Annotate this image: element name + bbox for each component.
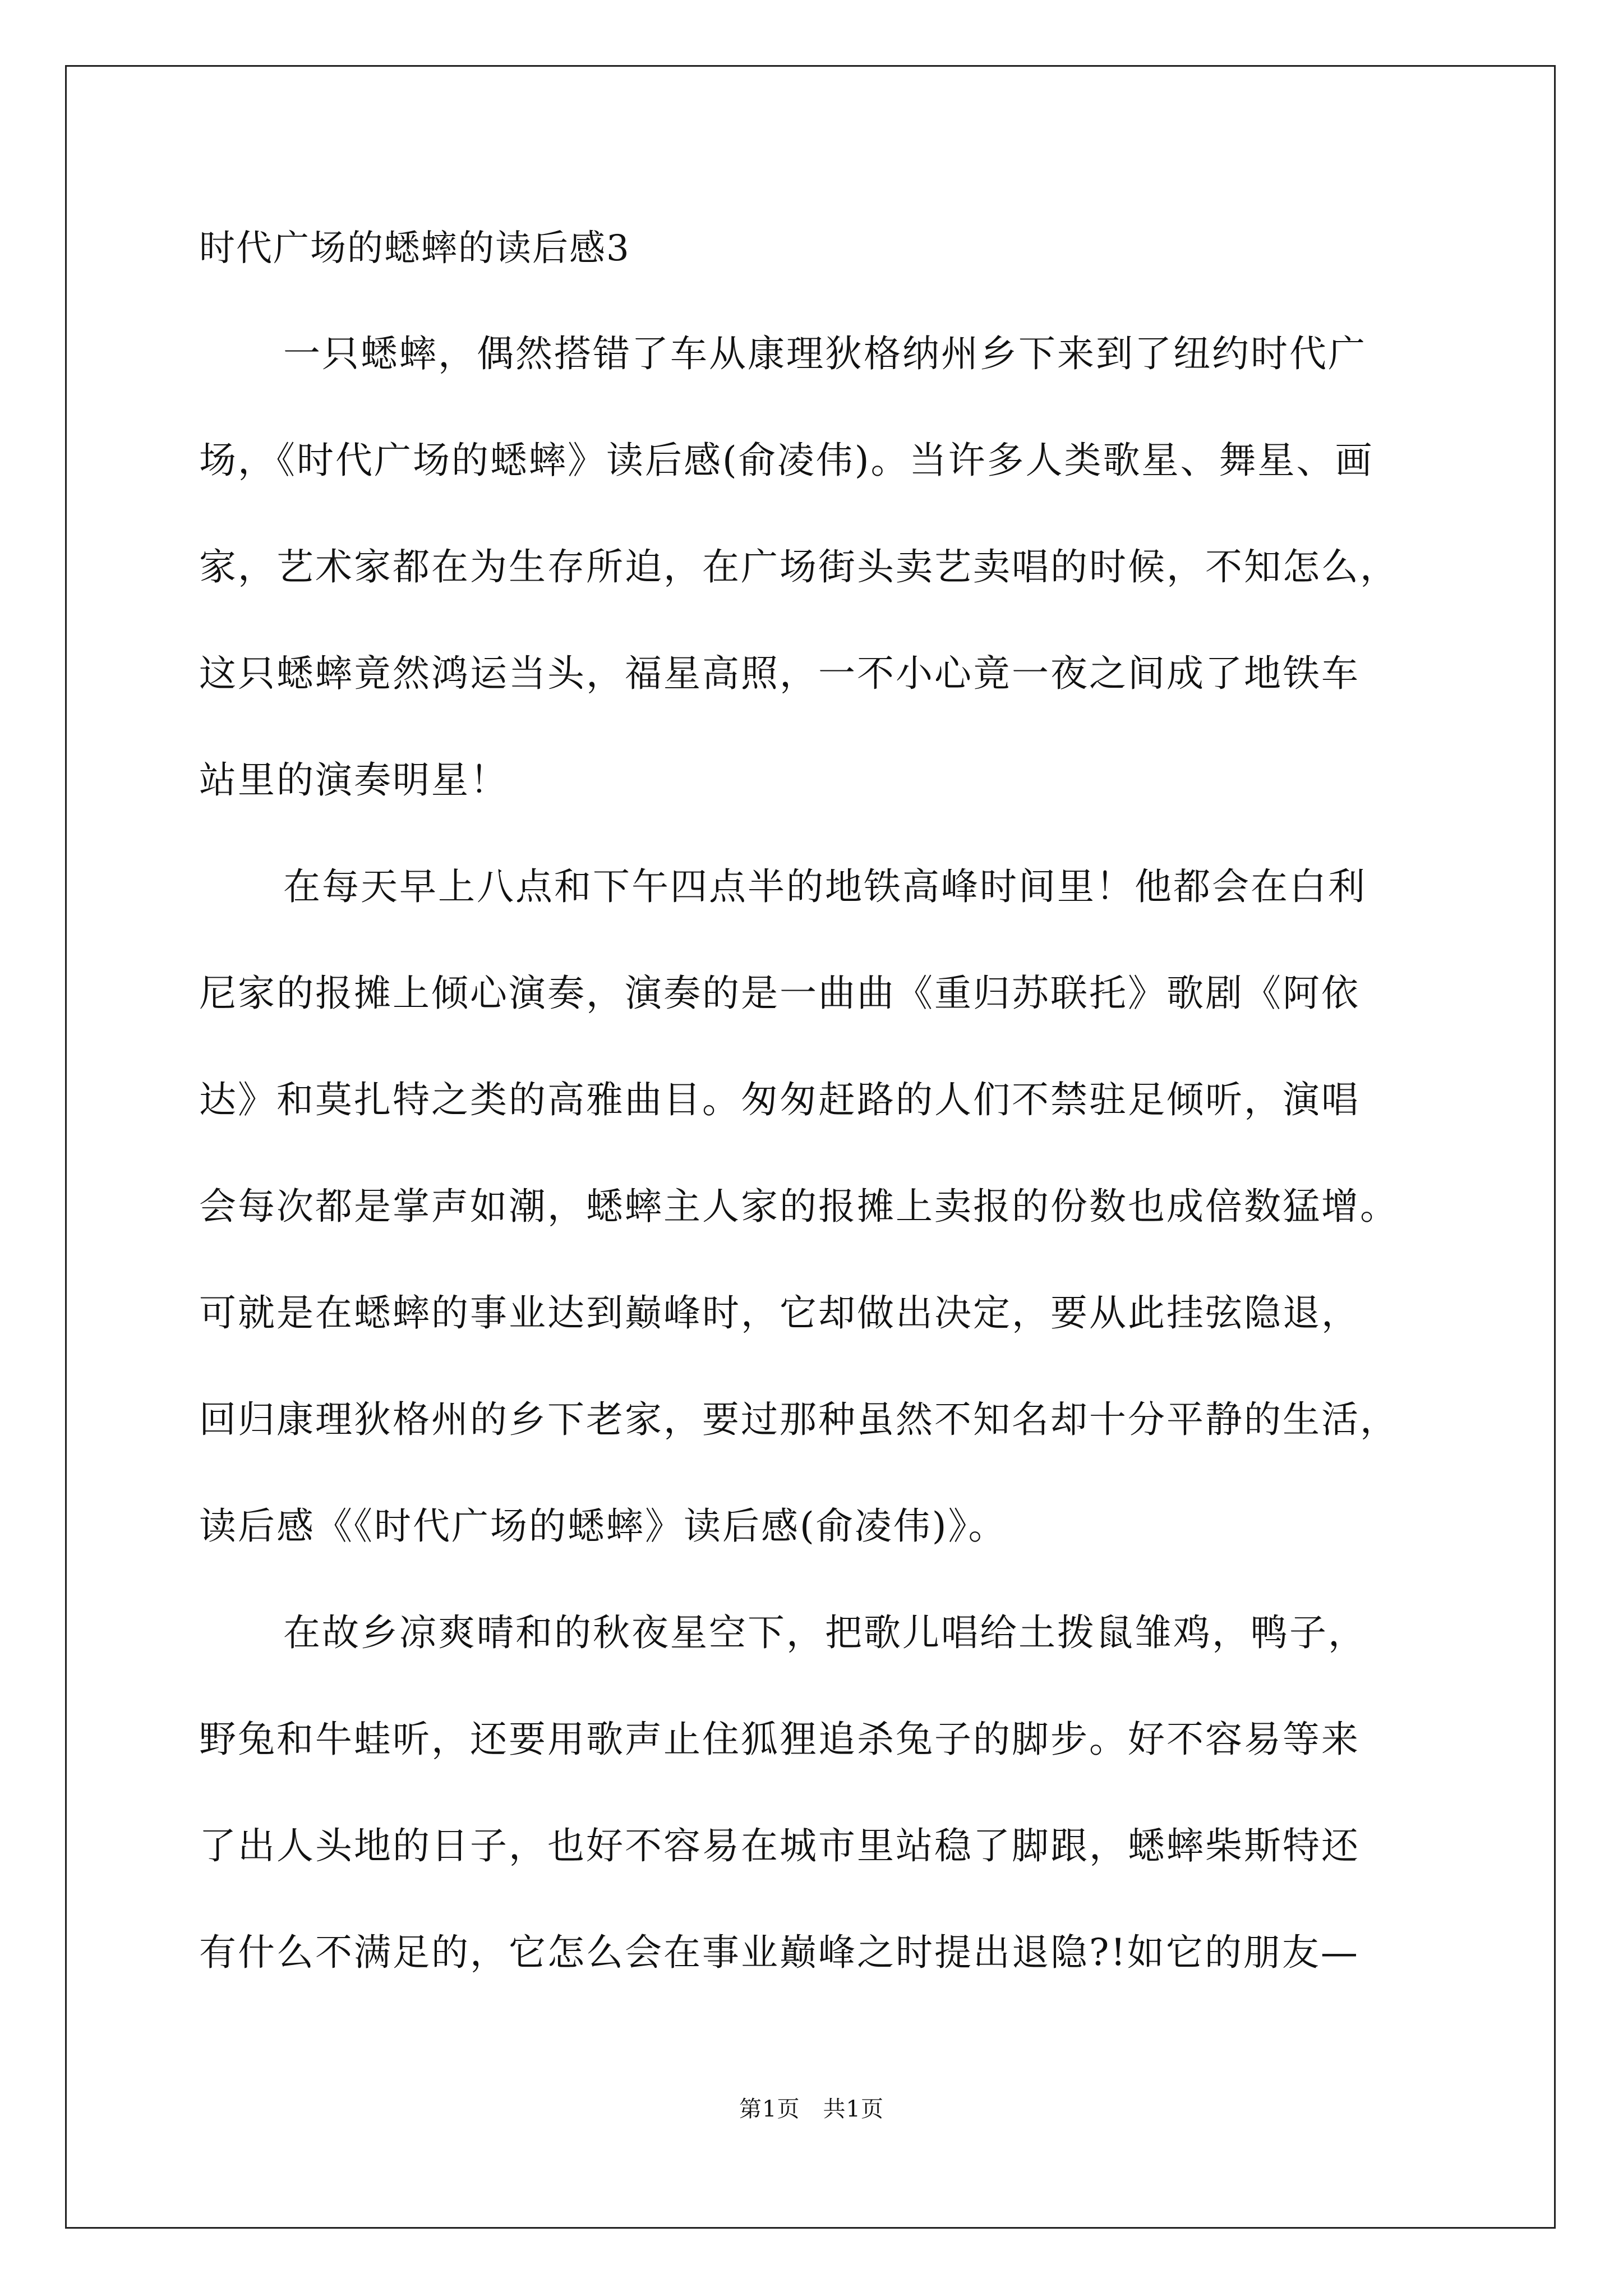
paragraph-2: [199, 860, 1450, 1606]
text-line: 在故乡凉爽晴和的秋夜星空下，把歌儿唱给土拨鼠雏鸡，鸭子，: [283, 1611, 1367, 1654]
page-number-footer: 第1页 共1页: [739, 2096, 884, 2122]
paragraph-3: [199, 1606, 1450, 2032]
text-line: 尼家的报摊上倾心演奏，演奏的是一曲曲《重归苏联托》歌剧《阿依: [199, 972, 1360, 1015]
text-line: 读后感《《时代广场的蟋蟀》读后感(俞凌伟)》。: [199, 1504, 1007, 1548]
text-line: 野兔和牛蛙听，还要用歌声止住狐狸追杀兔子的脚步。好不容易等来: [199, 1718, 1360, 1761]
text-line: 一只蟋蟀，偶然搭错了车从康理狄格纳州乡下来到了纽约时代广: [283, 332, 1367, 375]
text-line: 可就是在蟋蟀的事业达到巅峰时，它却做出决定，要从此挂弦隐退，: [199, 1291, 1360, 1335]
document-body: [199, 222, 1450, 2032]
text-line: 达》和莫扎特之类的高雅曲目。匆匆赶路的人们不禁驻足倾听，演唱: [199, 1078, 1360, 1121]
text-line: 回归康理狄格州的乡下老家，要过那种虽然不知名却十分平静的生活，: [199, 1398, 1399, 1441]
paragraph-1: [199, 327, 1450, 860]
text-line: 会每次都是掌声如潮，蟋蟀主人家的报摊上卖报的份数也成倍数猛增。: [199, 1185, 1399, 1228]
text-line: 在每天早上八点和下午四点半的地铁高峰时间里！他都会在白利: [283, 865, 1367, 908]
document-title: 时代广场的蟋蟀的读后感3: [199, 228, 630, 269]
text-line: 了出人头地的日子，也好不容易在城市里站稳了脚跟，蟋蟀柴斯特还: [199, 1824, 1360, 1867]
text-line: 家，艺术家都在为生存所迫，在广场街头卖艺卖唱的时候，不知怎么，: [199, 545, 1399, 588]
text-line: 有什么不满足的，它怎么会在事业巅峰之时提出退隐?!如它的朋友—: [199, 1931, 1359, 1974]
text-line: 这只蟋蟀竟然鸿运当头，福星高照，一不小心竟一夜之间成了地铁车: [199, 652, 1360, 695]
text-line: 场，《时代广场的蟋蟀》读后感(俞凌伟)。当许多人类歌星、舞星、画: [199, 439, 1374, 482]
text-line: 站里的演奏明星！: [199, 758, 509, 802]
